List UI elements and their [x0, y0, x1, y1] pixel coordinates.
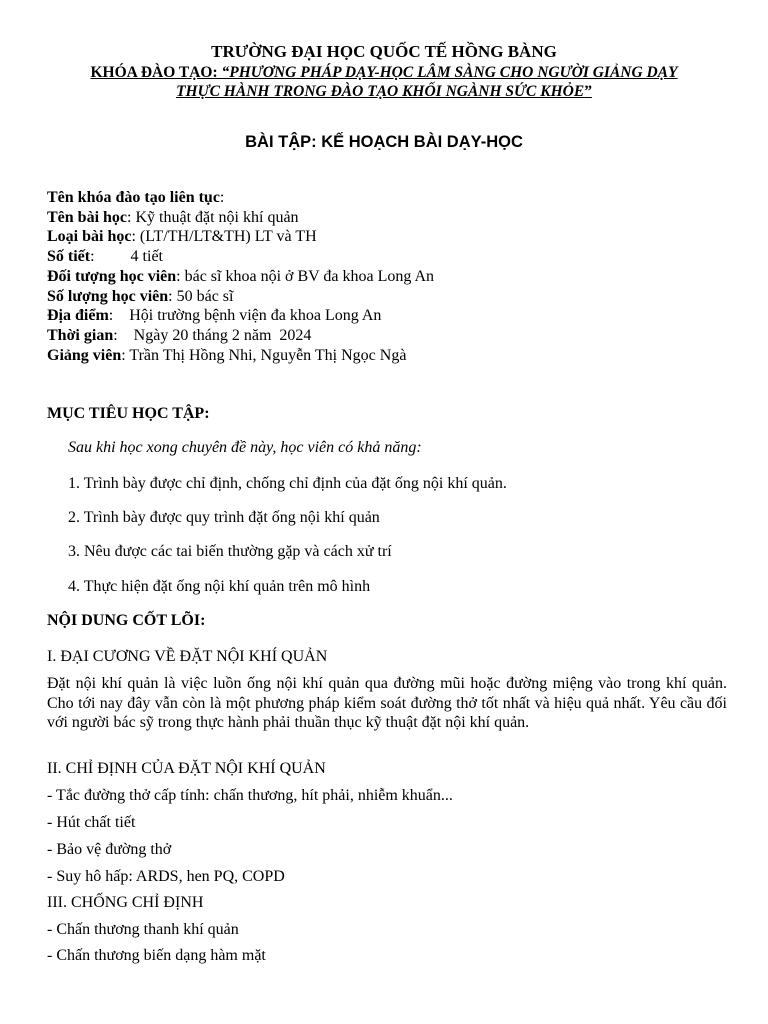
objective-item: 2. Trình bày được quy trình đặt ống nội khí quản — [68, 509, 380, 526]
objective-item: 3. Nêu được các tai biến thường gặp và cách xử trí — [68, 543, 392, 560]
info-label: Giảng viên — [47, 346, 122, 364]
info-label: Đối tượng học viên — [47, 267, 177, 285]
list-item: - Chấn thương biến dạng hàm mặt — [47, 947, 266, 964]
info-value: : Ngày 20 tháng 2 năm 2024 — [113, 326, 312, 344]
info-row-periods — [47, 247, 434, 267]
info-label: Tên bài học — [47, 208, 128, 226]
info-label: Tên khóa đào tạo liên tục — [47, 189, 220, 206]
info-value: : Kỹ thuật đặt nội khí quản — [127, 208, 299, 226]
course-prefix: KHÓA ĐÀO TẠO: — [90, 64, 222, 81]
objective-item: 1. Trình bày được chỉ định, chống chỉ định của đặt ống nội khí quản. — [68, 475, 507, 492]
info-row-location — [47, 306, 434, 326]
core-content-heading: NỘI DUNG CỐT LÕI: — [47, 612, 206, 629]
info-label: Địa điểm — [47, 307, 109, 325]
info-row-lecturer — [47, 346, 434, 366]
info-value: : bác sĩ khoa nội ở BV đa khoa Long An — [176, 267, 435, 285]
list-item: - Hút chất tiết — [47, 814, 136, 831]
info-row-time — [47, 326, 434, 346]
info-row-type — [47, 227, 434, 247]
objectives-heading: MỤC TIÊU HỌC TẬP: — [47, 405, 210, 422]
list-item: - Suy hô hấp: ARDS, hen PQ, COPD — [47, 868, 285, 885]
list-item: - Chấn thương thanh khí quản — [47, 921, 239, 938]
info-value: : Trần Thị Hồng Nhi, Nguyễn Thị Ngọc Ngà — [121, 346, 407, 364]
course-title — [40, 63, 728, 101]
course-name-line1: “PHƯƠNG PHÁP DẠY-HỌC LÂM SÀNG CHO NGƯỜI GIẢNG DẠY — [221, 64, 678, 81]
info-row-course — [47, 188, 434, 208]
course-close-quote: ” — [584, 83, 592, 100]
university-name: TRƯỜNG ĐẠI HỌC QUỐC TẾ HỒNG BÀNG — [211, 42, 557, 61]
info-value: : 4 tiết — [90, 248, 163, 266]
section-1-title: I. ĐẠI CƯƠNG VỀ ĐẶT NỘI KHÍ QUẢN — [47, 648, 328, 665]
info-label: Số tiết — [47, 248, 91, 266]
list-item: - Tắc đường thở cấp tính: chấn thương, hít phải, nhiễm khuẩn... — [47, 787, 453, 804]
info-value: : (LT/TH/LT&TH) LT và TH — [131, 228, 317, 246]
info-value: : — [219, 189, 225, 206]
objectives-intro: Sau khi học xong chuyên đề này, học viên có khả năng: — [68, 439, 422, 456]
section-3-title: III. CHỐNG CHỈ ĐỊNH — [47, 894, 204, 911]
section-2-title: II. CHỈ ĐỊNH CỦA ĐẶT NỘI KHÍ QUẢN — [47, 760, 326, 777]
info-label: Loại bài học — [47, 228, 132, 246]
assignment-title: BÀI TẬP: KẾ HOẠCH BÀI DẠY-HỌC — [245, 133, 523, 151]
section-1-paragraph: Đặt nội khí quản là việc luồn ống nội khí quản qua đường mũi hoặc đường miệng vào trong khí quản. Cho tới nay đây vẫn còn là một phương pháp kiểm soát đường thở tốt nhất và hiệu quả nhất. Yêu cầu đối với người bác sỹ trong thực hành phải thuần thục kỹ thuật đặt nội khí quản. — [47, 675, 727, 731]
lesson-info — [47, 188, 434, 365]
info-row-audience — [47, 267, 434, 287]
info-value: : Hội trường bệnh viện đa khoa Long An — [108, 307, 382, 325]
info-value: : 50 bác sĩ — [168, 287, 234, 305]
info-row-count — [47, 287, 434, 307]
info-row-lesson — [47, 208, 434, 228]
list-item: - Bảo vệ đường thở — [47, 841, 172, 858]
info-label: Số lượng học viên — [47, 287, 169, 305]
course-name-line2: THỰC HÀNH TRONG ĐÀO TẠO KHỐI NGÀNH SỨC KHỎE — [176, 83, 585, 100]
info-label: Thời gian — [47, 326, 114, 344]
objective-item: 4. Thực hiện đặt ống nội khí quản trên mô hình — [68, 578, 371, 595]
